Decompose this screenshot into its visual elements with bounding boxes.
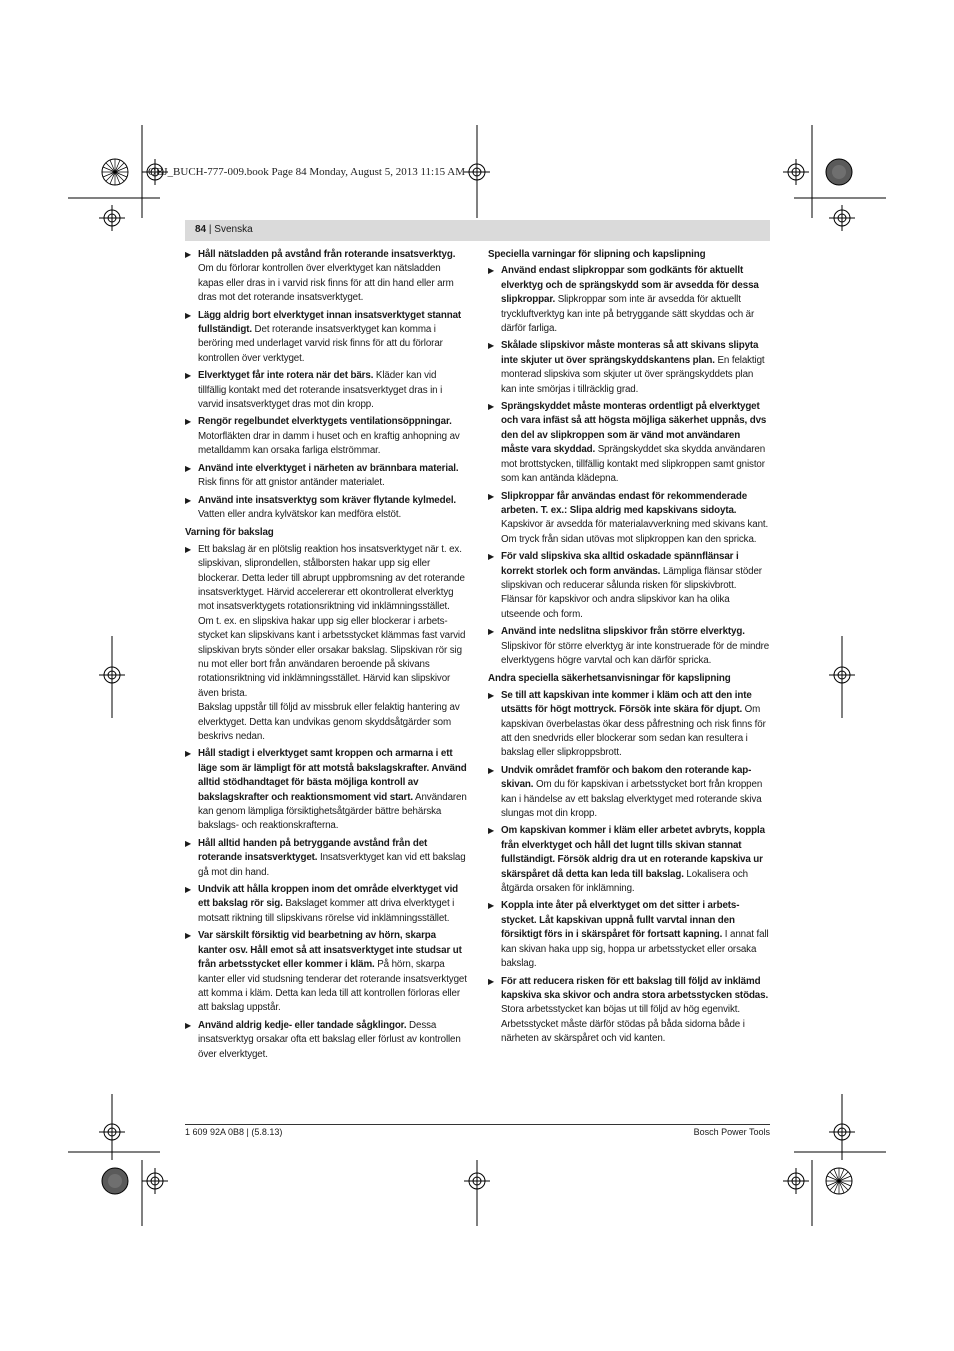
- grinding-heading: Speciella varningar för slipning och kapslipning: [488, 249, 706, 260]
- safety-item-warning: Håll alltid handen på betryggande avstånd från det roterande insatsverktyget.: [198, 837, 428, 864]
- safety-item-warning: För att reducera risken för ett bakslag till följd av inklämd kapskiva ska skivor och andra stora arbetsstycken stödas.: [501, 975, 769, 1001]
- bullet-arrow-icon: ▶: [185, 931, 192, 941]
- safety-item-warning: Använd inte insatsverktyg som kräver flytande kylmedel.: [198, 494, 457, 506]
- safety-item-warning: Lägg aldrig bort elverktyget innan insatsverktyget stannat fullständigt.: [198, 309, 462, 336]
- safety-item-explanation: Slipskivor för större elverktyg är inte konstruerade för de mindre elverktygens högre varvtal och kan därför spricka.: [501, 640, 770, 666]
- safety-item-explanation: Stora arbetsstycket kan böjas ut till följd av hög egenvikt. Arbetsstycket måste därför stödas på båda sidorna både i närheten av skärspåret och vid kanten.: [501, 1004, 745, 1045]
- footer-doc-number: 1 609 92A 0B8 | (5.8.13): [185, 1127, 283, 1137]
- safety-item-explanation: Om du för kapskivan i arbetsstycket bort från kroppen kan i händelse av ett bakslag elverktyget med roterande skiva slungas mot din kropp.: [501, 779, 763, 820]
- safety-item-explanation: En felaktigt monterad slipskiva som skjuter ut över sprängskyddets plan kan inte smörjas i tillräcklig grad.: [501, 354, 765, 395]
- safety-item: [488, 625, 770, 668]
- bullet-arrow-icon: ▶: [488, 491, 495, 501]
- bullet-arrow-icon: ▶: [185, 417, 192, 427]
- safety-item-explanation: Det roterande insatsverktyget kan komma i beröring med underlaget varvid risk finns för att du förlorar kontrollen över verktyget.: [198, 324, 443, 364]
- safety-item: [488, 689, 770, 761]
- safety-item: [185, 883, 467, 926]
- safety-item: [488, 764, 770, 822]
- bullet-arrow-icon: ▶: [185, 250, 192, 259]
- safety-item: [488, 264, 770, 336]
- safety-item: [488, 899, 770, 971]
- header-bar: [185, 220, 770, 241]
- kickback-paragraph: Om t. ex. en slipskiva hakar upp sig eller blockerar i arbetsstycket kan slipskivans kant i arbetsstycket klämmas fast varvid slipskivan bryts sönder eller orsakar bakslag. Slipskivan rör sig nu mot eller bort från användaren beroende på skivans rotationsriktning vid inklämningsstället. Härvid kan slipskivor även brista.: [198, 615, 466, 699]
- footer-rule: [185, 1124, 770, 1125]
- left-top-items: [185, 248, 467, 522]
- safety-item-explanation: Om kapskivan överbelastas ökar dess påfrestning och risk finns för att den snedvrids eller blockerar som sedan kan resultera i bakslag eller slipkroppsbrott.: [501, 704, 766, 759]
- bullet-arrow-icon: ▶: [185, 463, 192, 473]
- right-column: [488, 248, 770, 1050]
- safety-item: [185, 369, 467, 412]
- print-info: OBJ_BUCH-777-009.book Page 84 Monday, August 5, 2013 11:15 AM: [148, 166, 465, 178]
- safety-item-explanation: Slipkroppar som inte är avsedda för aktuellt tryckluftverktyg kan inte på betryggande sätt skyddas och är därför farliga.: [501, 294, 755, 335]
- bullet-arrow-icon: ▶: [488, 976, 495, 986]
- bullet-arrow-icon: ▶: [488, 690, 495, 700]
- bullet-arrow-icon: ▶: [488, 266, 495, 276]
- safety-item-explanation: På hörn, skarpa kanter eller vid studsning tenderar det roterande insatsverktyget att komma i kläm. Detta kan leda till att kontrollen förloras eller att bakslag uppstår.: [198, 959, 467, 1014]
- page-number: 84: [195, 224, 207, 235]
- safety-item-warning: Använd endast slipkroppar som godkänts för aktuellt elverktyg och de sprängskydd som är avsedda för dessa slipkroppar.: [501, 265, 759, 306]
- safety-item-explanation: Bakslaget kommer att driva elverktyget i motsatt riktning till slipskivans rörelse vid inklämningsstället.: [198, 898, 455, 924]
- bullet-arrow-icon: ▶: [185, 838, 192, 848]
- safety-item-warning: Håll nätsladden på avstånd från roterande insatsverktyg.: [198, 249, 456, 260]
- bullet-arrow-icon: ▶: [185, 371, 192, 381]
- cutting-heading: Andra speciella säkerhetsanvisningar för kapslipning: [488, 673, 731, 685]
- safety-item: [185, 415, 467, 458]
- bullet-arrow-icon: ▶: [185, 310, 192, 320]
- safety-item-warning: Se till att kapskivan inte kommer i kläm och att den inte utsätts för högt mottryck. Försök inte skära för djupt.: [501, 689, 752, 716]
- safety-item: [185, 248, 467, 306]
- safety-item: [488, 339, 770, 397]
- safety-item-explanation: Vatten eller andra kylvätskor kan medföra elstöt.: [198, 508, 402, 520]
- footer-brand: Bosch Power Tools: [693, 1127, 770, 1137]
- safety-item-explanation: Motorfläkten drar in damm i huset och en kraftig anhopning av metalldamm kan orsaka farliga elströmmar.: [198, 430, 460, 457]
- safety-item-explanation: Kläder kan vid tillfällig kontakt med det roterande insatsverktyget dras in i varvid insatsverktyget dras mot din kropp.: [198, 370, 443, 411]
- bullet-arrow-icon: ▶: [488, 826, 495, 836]
- bullet-arrow-icon: ▶: [185, 544, 192, 554]
- safety-item-warning: Undvik området framför och bakom den roterande kapskivan.: [501, 764, 752, 791]
- bullet-arrow-icon: ▶: [488, 765, 495, 775]
- left-bottom-items: [185, 747, 467, 1062]
- bullet-arrow-icon: ▶: [185, 495, 192, 505]
- safety-item-explanation: Om du förlorar kontrollen över elverktyget kan nätsladden kapas eller dras in i varvid risk finns för att din hand eller arm dras mot det roterande insatsverktyget.: [198, 263, 454, 304]
- safety-item: [488, 490, 770, 548]
- safety-item: [488, 824, 770, 896]
- safety-item: [185, 747, 467, 833]
- safety-item-warning: Om kapskivan kommer i kläm eller arbetet avbryts, koppla från elverktyget och håll det lugnt tills skivan stannat fullständigt. Försök aldrig dra ut en roterande kapskiva ur skärspåret då detta kan leda till bakslag.: [501, 825, 765, 880]
- safety-item-explanation: Kapskivor är avsedda för materialavverkning med skivans kant. Om tryck från sidan utövas mot slipkroppen kan den spricka.: [501, 519, 769, 545]
- bullet-arrow-icon: ▶: [488, 341, 495, 351]
- safety-item-explanation: Sprängskyddet ska skydda användaren mot brottstycken, tillfällig kontakt med slipkroppen samt gnistor som kan antända klädерna.: [501, 444, 766, 485]
- safety-item-warning: Skålade slipskivor måste monteras så att skivans slipyta inte skjuter ut över sprängskyddskantens plan.: [501, 340, 759, 366]
- safety-item-explanation: I annat fall kan skivan haka upp sig, hoppa ur arbetsstycket eller orsaka bakslag.: [501, 929, 769, 970]
- safety-item-warning: Sprängskyddet måste monteras ordentligt på elverktyget och vara infäst så att högsta möjliga säkerhet uppnås, dvs den del av slipkroppen som är vänd mot användaren måste vara skyddad.: [501, 401, 767, 456]
- safety-item: [185, 1019, 467, 1062]
- kickback-paragraph: Bakslag uppstår till följd av missbruk eller felaktig hantering av elverktyget. Detta kan undvikas genom skyddsåtgärder som beskrivs nedan.: [198, 702, 460, 742]
- safety-item-warning: Var särskilt försiktig vid bearbetning av hörn, skarpa kanter osv. Håll emot så att insatsverktyget inte studsar ut från arbetsstycket eller kommer i kläm.: [198, 930, 462, 971]
- safety-item-explanation: Insatsverktyget kan vid ett bakslag gå mot din hand.: [198, 852, 466, 878]
- cutting-items: [488, 689, 770, 1047]
- bullet-arrow-icon: ▶: [185, 1020, 192, 1030]
- bullet-arrow-icon: ▶: [488, 627, 495, 637]
- bullet-arrow-icon: ▶: [488, 552, 495, 562]
- safety-item-warning: Slipkroppar får användas endast för rekommenderade arbeten. T. ex.: Slipa aldrig med kapskivans sidoyta.: [501, 490, 748, 516]
- safety-item-explanation: Lokalisera och åtgärda orsaken för inklämning.: [501, 868, 748, 895]
- safety-item-explanation: Risk finns för att gnistor antänder materialet.: [198, 477, 385, 489]
- grinding-items: [488, 264, 770, 668]
- safety-item: [488, 400, 770, 486]
- safety-item: [488, 550, 770, 622]
- safety-item-warning: Undvik att hålla kroppen inom det område elverktyget vid ett bakslag rör sig.: [198, 884, 459, 910]
- safety-item-warning: Koppla inte åter på elverktyget om det sitter i arbetsstycket. Låt kapskivan uppnå fullt varvtal innan den försiktigt förs in i skärspåret för fortsatt kapning.: [501, 900, 740, 941]
- safety-item: [185, 462, 467, 491]
- kickback-heading: Varning för bakslag: [185, 527, 274, 539]
- safety-item-warning: Håll stadigt i elverktyget samt kroppen och armarna i ett läge som är lämpligt för att motstå bakslagskrafter. Använd alltid stödhandtaget för bästa möjliga kontroll av bakslagskrafter och reaktionsmoment vid start.: [198, 748, 467, 803]
- safety-item-explanation: Användaren kan genom lämpliga försiktighetsåtgärder bättre behärska bakslags- och reaktionskrafterna.: [198, 791, 467, 832]
- safety-item-explanation: Lämpliga flänsar stöder slipskivan och reducerar sålunda risken för slipskivbrott. Flänsar för kapskivor och andra slipskivor kan ha olika utseende och form.: [501, 565, 762, 620]
- safety-item-warning: Rengör regelbundet elverktygets ventilationsöppningar.: [198, 416, 452, 428]
- page-header: 84 | Svenska: [195, 224, 253, 235]
- safety-item-warning: Använd aldrig kedje- eller tandade sågklingor.: [198, 1019, 407, 1031]
- safety-item: [185, 837, 467, 880]
- safety-item: [185, 929, 467, 1015]
- safety-item: [488, 975, 770, 1047]
- bullet-arrow-icon: ▶: [185, 885, 192, 895]
- safety-item-warning: Använd inte nedslitna slipskivor från större elverktyg.: [501, 626, 745, 638]
- kickback-intro: [185, 543, 467, 745]
- bullet-arrow-icon: ▶: [488, 402, 495, 412]
- bullet-arrow-icon: ▶: [488, 901, 495, 911]
- safety-item-explanation: Dessa insatsverktyg orsakar ofta ett bakslag eller förlust av kontrollen över elverktyget.: [198, 1019, 461, 1060]
- safety-item-warning: För vald slipskiva ska alltid oskadade spännflänsar i korrekt storlek och form användas.: [501, 551, 739, 577]
- bullet-arrow-icon: ▶: [185, 749, 192, 759]
- safety-item-warning: Elverktyget får inte rotera när det bärs.: [198, 370, 374, 382]
- left-column: [185, 248, 467, 1065]
- kickback-paragraph: Ett bakslag är en plötslig reaktion hos insatsverktyget när t. ex. slipskivan, sliprondellen, stålborsten hakar upp sig eller blockerar. Detta leder till abrupt uppbromsning av det roterande insatsverktyget. Härvid accelererar ett okontrollerat elverktyg mot insatsverktygets rotationsriktning vid inklämningsstället.: [198, 543, 465, 613]
- safety-item: [185, 309, 467, 367]
- safety-item: [185, 494, 467, 523]
- safety-item-warning: Använd inte elverktyget i närheten av brännbara material.: [198, 462, 459, 474]
- page-language: Svenska: [214, 224, 253, 235]
